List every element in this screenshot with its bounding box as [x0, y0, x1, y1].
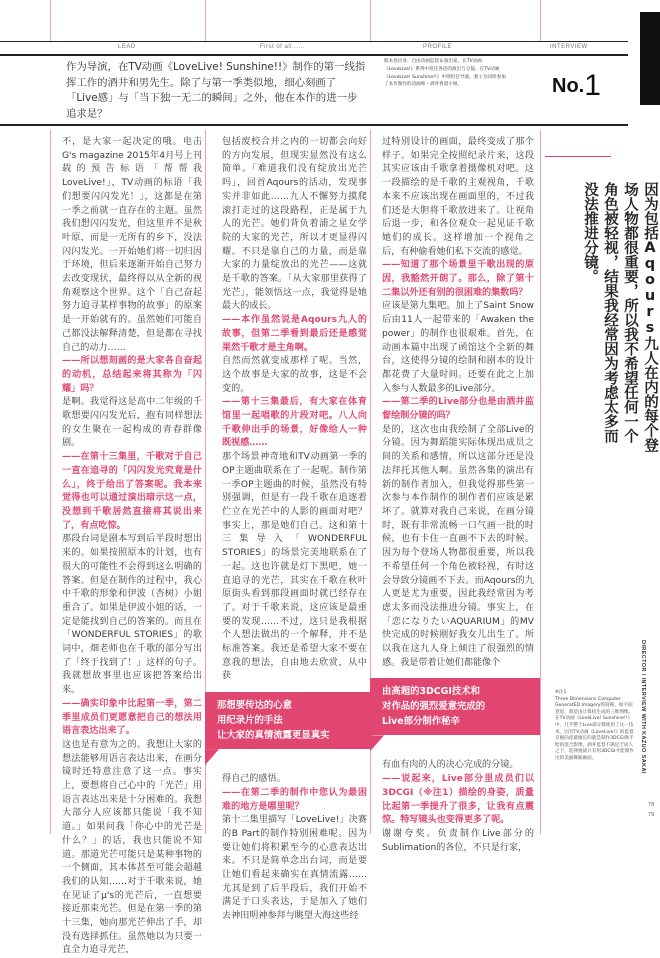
interview-question: ——确实印象中比起第一季，第二季里成员们更愿意把自己的想法用语言表达出来了。	[62, 698, 202, 737]
section-title-vertical: DIRECTOR / INTERVIEW WITH KAZUO SAKAI	[640, 640, 646, 774]
chapter-tab	[640, 12, 660, 105]
interview-answer: 包括废校合并之内的一切都会向好的方向发展，但现实显然没有这么简单。「难道我们没有绽放出光芒吗」，回首Aqours的活动，发现事实并非如此……九人不懈努力摸爬滚打走过的这段路程，正是属于九人的光芒。她们背负着浦之星女学院的大家的光芒，所以才更显得闪耀。不只是靠自己的力量，而是靠大家的力量绽放出的光芒——这就是千歌的答案。「从大家那里获得了光芒」，能领悟这一点，我觉得是她最大的成长。	[222, 137, 367, 312]
interview-answer: 不，是大家一起决定的哦。电击G's magazine 2015年4月号上刊载的预告标语「帮帮我LoveLive!」，TV动画的标语「我们想要闪闪发光！」，这都是在第一季之前就一直存在的主题。虽然我们想闪闪发光，但这里并不是秋叶原，而是一无所有的乡下，没法闪闪发光。一开始她们将一切归因于环境，但后来逐渐开始自己努力去改变现状，最终得以从全新的视角观察这个世界。这个「自己奋起努力追寻某样事物的故事」的原案是一开始就有的。虽然她们可能自己都没法解释清楚，但是都在寻找自己的动力……	[62, 137, 202, 353]
number-value: 1	[584, 69, 601, 102]
interview-answer: 自然而然就变成那样了呢。当然，这个故事是大家的故事，这是不会变的。	[222, 356, 367, 394]
column-divider	[370, 0, 371, 42]
column-3-top	[382, 136, 534, 670]
interview-answer: 得自己的感悟。	[222, 774, 286, 785]
column-2	[217, 136, 367, 924]
interview-question: ——知道了那个场景里千歌出现的原因，我豁然开朗了。那么，除了第十二集以外还有别的很困难的集数吗？	[382, 260, 534, 298]
column-3	[382, 136, 534, 855]
column-1-text	[62, 136, 202, 958]
header-profile: PROFILE	[423, 44, 453, 50]
column-divider	[540, 130, 541, 834]
interview-answer: 有血有肉的人的决心完成的分镜。	[382, 760, 519, 771]
column-3-bottom	[382, 759, 534, 855]
interview-question: ——第十三集最后，有大家在体育馆里一起唱歌的片段对吧。八人向千歌伸出手的场景，好像给人一种既视感……	[222, 397, 367, 449]
section-heading-line: Live部分制作秘辛	[382, 716, 460, 728]
section-heading-line: 让大家的真情流露更显真实	[217, 730, 330, 742]
issue-number	[552, 66, 601, 100]
interview-answer: 是啊。我觉得这是高中二年级的千歌想要闪闪发光后，抱有同样想法的女生聚在一起构成的青春群像剧。	[62, 397, 202, 449]
interview-answer: 谢谢夸奖。负责制作Live部分的Sublimation的各位，不只是行家，	[382, 828, 534, 853]
section-heading-line: 那想要传达的心意	[217, 700, 293, 712]
column-1	[62, 136, 202, 958]
interview-question: ——在第十三集里，千歌对于自己一直在追寻的「闪闪发光究竟是什么」，终于给出了答案呢。我本来觉得也可以通过演出暗示这一点，没想到千歌居然直接将其说出来了，有点吃惊。	[62, 452, 202, 531]
interview-question: ——第二季的Live部分也是由酒井监督绘制分镜的吗？	[382, 397, 534, 422]
column-divider	[205, 0, 206, 42]
section-heading-box-1	[205, 692, 372, 749]
pull-quote: 因为包括Aqours九人在内的每个登场人物都很重要，所以我不希望任何一个角色被轻视，结果我经常因为考虑太多而没法推进分镜。	[582, 182, 658, 452]
header-first: First of all......	[260, 44, 306, 50]
interview-question: ——说起来，Live部分里成员们以3DCGI（※注1）描绘的身姿，质量比起第一季提升了很多，让我有点震惊。特写镜头也变得更多了呢。	[382, 774, 534, 826]
header-lead: LEAD	[118, 44, 136, 50]
header-interview: INTERVIEW	[550, 44, 588, 50]
section-heading-line: 对作品的强烈爱意完成的	[382, 701, 486, 713]
interview-question: ——本作虽然说是Aqours九人的故事，但第二季看到最后还是感觉果然千歌才是主角啊。	[222, 315, 367, 353]
interview-answer: 应该是第九集吧。加上了Saint Snow后由11人一起带来的「Awaken the power」的制作也很艰难。首先，在动画本篇中出现了函馆这个全新的舞台，这使得分镜的绘制和剧本的设计都花费了大量时间。还要在此之上加入参与人数最多的Live部分。	[382, 301, 534, 394]
interview-answer: 那段台词是剧本写到后半段时想出来的。如果按照原本的计划，也有很大的可能性不会得到这么明确的答案。但是在制作的过程中，我心中千歌的形象和伊波（杏树）小姐重合了。如果是伊波小姐的话，一定是能找到自己的答案的。而且在「WONDERFUL STORIES」的歌词中，畑老师也在千歌的部分写出了「终于找到了！」这样的句子。我就想故事里也应该把答案给出来。	[62, 534, 202, 696]
interview-question: ——所以想刻画的是大家各自奋起的动机，总结起来将其称为「闪耀」吗？	[62, 356, 202, 394]
interview-answer: 是的，这次也由我绘制了全部Live的分镜。因为舞蹈能实际体现出成员之间的关系和感情，所以这部分还是没法拜托其他人啊。虽然各集的演出有新的制作者加入，但我觉得那些第一次参与本作制作的制作者们应该是累坏了。就算对我自己来说，在画分镜时，既有非常流畅一口气画一批的时候，也有卡住一直画不下去的时候。因为每个登场人物都很重要，所以我不希望任何一个角色被轻视，有时这会导致分镜画不下去。而Aqours的九人更是尤为重要，因此我经常因为考虑太多而没法推进分镜。事实上，在「恋になりたいAQUARIUM」的MV快完成的时候刚好我女儿出生了。所以我在这九人身上倾注了很强烈的情感。我是带着让她们都能像个	[382, 424, 534, 668]
column-2-bottom	[222, 773, 367, 924]
interview-answer: 过特别设计的画面，最终变成了那个样子。如果完全按照纪录片来，这段其实应该由千歌拿着摄像机对吧。这一段描绘的是千歌的主观视角，千歌本来不应该出现在画面里的，不过我们还是大胆将千歌放进来了。让视角后退一步，和各位观众一起见证千歌她们的成长。这样增加一个视角之后，有种偷看她们私下交流的感觉。	[382, 137, 534, 257]
column-divider	[50, 0, 51, 42]
section-heading-box-2	[370, 678, 540, 735]
header-rule-bottom	[0, 124, 628, 126]
column-divider	[540, 0, 541, 42]
lead-text: 作为导演，在TV动画《LoveLive! Sunshine!!》制作的第一线指挥工作的酒井和男先生。除了与第一季类似地，细心刻画了「Live感」与「当下独一无二的瞬间」之外，他在本作的进一步追求是？	[66, 61, 366, 120]
footnote	[555, 690, 635, 763]
interview-answer: 那个场景神奇地和TV动画第一季的OP主题曲联系在了一起呢。制作第一季OP主题曲的时候，虽然没有特别强调，但是有一段千歌在追逐着伫立在光芒中的人影的画面对吧？事实上，那是她们自己。这和第十三集导入「WONDERFUL STORIES」的场景完美地联系在了一起。这也许就是灯下黑吧，她一直追寻的光芒，其实在千歌在秋叶原街头看到那段画面时就已经存在了。对于千歌来说，这应该是最重要的发现……不过，这只是我根据个人想法做出的一个解释，并不是标准答案。我还是希望大家不要在意我的想法，自由地去欣赏，从中获	[222, 452, 367, 682]
footnote-label: ※注1	[555, 690, 567, 695]
page-number-left: 78	[648, 802, 655, 808]
interview-answer: 第十二集里描写「LoveLive!」决赛的B Part的制作特别困难呢。因为要让她们将积累至今的心意表达出来。不只是简单念出台词，而是要让她们看起来确实在真情流露……尤其是到了后半段后，我们开始不满足于口头表达，于是加入了她们去神田明神参拜与眺望大海这些经	[222, 815, 367, 922]
profile-text: 熊本县出身。自由动画监督＆演出家。在TV动画《LoveLive!》系列中担任各话的演出与分镜。在TV动画《LoveLive! Sunshine!!》中则担任导演。妻子为同样参加了本作制作的动画师・酒井香澄小姐。	[384, 59, 506, 88]
footnote-text: Three Dimensions Computer GeneratED Imagery的简称。如字面意思，就是由计算机生成的三维图像。在TV动画《LoveLive! Sunshine!!》中，几乎整个Live部分都使用了这一技术。因为TV动画《LoveLive!》的监督京极尚彦最擅长的就是制作3DCGI和手绘的混合影像，酒井监督不满足于居人之下，选择挑战只有用3DCGI才能制作出的美丽舞蹈画面。	[555, 696, 634, 761]
section-heading-line: 由高超的3DCGI技术和	[382, 686, 480, 698]
header-rule-top	[0, 41, 628, 42]
pull-quote-rule	[545, 156, 611, 157]
page-number-right: 79	[648, 812, 655, 818]
header-rule-mid	[0, 54, 628, 56]
section-heading-line: 用纪录片的手法	[217, 715, 283, 727]
column-divider	[50, 130, 51, 834]
number-prefix: No.	[552, 75, 585, 97]
interview-answer: 这也是有意为之的。我想让大家的想法能够用语言表达出来，在画分镜时还特意注意了这一点。事实上，要想将自己心中的「光芒」用语言表达出来是十分困难的。我想大部分人应该都只能说「我不知道。」如果问我「你心中的光芒是什么？」的话，我也只能说不知道。那道光芒可能只是某种事物的一个侧面，其本体甚至可能会超越我们的认知……对于千歌来说，她在见证了μ's的光芒后，一直想要接近那束光芒。但是在第一季的第十三集，她向那光芒伸出了手，却没有选择抓住。虽然她以为只要一直全力追寻光芒，	[62, 739, 202, 956]
interview-question: ——在第二季的制作中您认为最困难的地方是哪里呢？	[222, 787, 367, 812]
column-2-top	[222, 136, 367, 684]
